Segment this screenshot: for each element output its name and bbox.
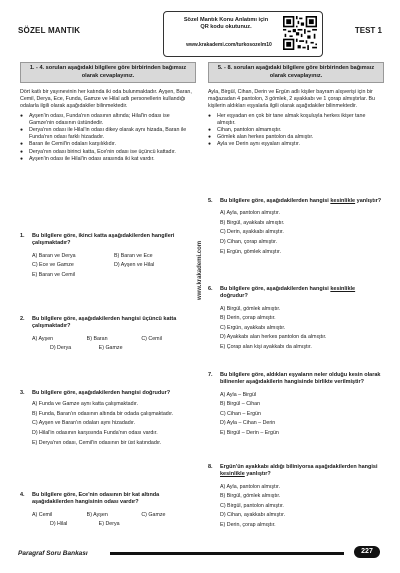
option-c[interactable]: C) Derin, ayakkabı almıştır. [220,229,284,236]
list-item: ● Her eşyadan en çok bir tane almak koşuluyla herkes ikişer tane almıştır. [208,113,384,127]
question-text: Bu bilgilere göre, aşağıdakilerden hangisi [220,286,331,292]
option-e[interactable]: E) Baran ve Cemil [32,271,75,278]
question-7 [208,372,384,439]
question-number: 7. [208,372,213,378]
option-b[interactable]: B) Funda, Baran'ın odasının altında bir odada çalışmaktadır. [32,410,174,417]
question-number: 6. [208,286,213,292]
option-b[interactable]: B) Birgül, gömlek almıştır. [220,493,281,500]
question-number: 8. [208,464,213,470]
question-emphasis: kesinlikle [330,198,356,204]
option-d[interactable]: D) Derya [50,345,72,352]
question-emphasis: kesinlikle [220,471,245,478]
option-b[interactable]: B) Birgül, ayakkabı almıştır. [220,219,285,226]
list-item: ● Baran ile Cemil'in odaları karşılıklıdır. [20,141,196,148]
qr-info-box [163,11,323,57]
qr-code-icon[interactable] [283,16,317,50]
right-bullet-list [208,113,384,149]
right-intro: Ayla, Birgül, Cihan, Derin ve Ergün adlı kişiler bayram alışverişi için bir mağazadan 4 pantolon, 3 gömlek, 2 ayakkabı ve 1 çorap almıştırlar. Bu kişilerin aldıkları eşyalarla ilgili olarak aşağıdakiler bilinmektedir. [208,89,375,110]
left-section-header: 1. - 4. soruları aşağıdaki bilgilere göre birbirinden bağımsız olarak cevaplayınız. [20,62,196,83]
question-emphasis: kesinlikle [330,286,356,292]
option-d[interactable]: D) Hilal'in odasının karşısında Funda'nın odası vardır. [32,430,158,437]
right-column [208,62,384,149]
option-e[interactable]: E) Derya [98,521,120,528]
option-a[interactable]: A) Ayla, pantolon almıştır. [220,210,280,217]
option-d[interactable]: D) Ayşen ve Hilal [114,262,155,269]
list-item: ● Gömlek alan herkes pantolon da almıştır. [208,134,384,141]
page-number: 227 [354,546,380,558]
list-item: ● Cihan, pantolon almamıştır. [208,127,384,134]
option-b[interactable]: B) Ayşen [86,511,108,518]
question-text: Bu bilgilere göre, aşağıdakilerden hangisi üçüncü katta çalışmaktadır? [32,316,177,330]
question-5 [208,198,384,257]
option-e[interactable]: E) Birgül – Derin – Ergün [220,429,279,436]
list-item: ● Derya'nın odası birinci katta, Ece'nin odası ise üçüncü kattadır. [20,149,196,156]
question-number: 4. [20,492,25,498]
question-number: 1. [20,233,25,239]
question-text-end: yanlıştır? [355,198,382,204]
footer-divider [110,552,344,555]
option-e[interactable]: E) Derin, çorap almıştır. [220,521,276,528]
question-number: 5. [208,198,213,204]
question-text: Ergün'ün ayakkabı aldığı biliniyorsa aşağıdakilerden hangisi [220,464,378,470]
list-item: ● Ayşen'in odası, Funda'nın odasının altında; Hilal'in odası ise Gamze'nin odasının üstündedir. [20,113,196,127]
left-intro: Dört katlı bir yayınevinin her katında iki oda bulunmaktadır. Ayşen, Baran, Cemil, Derya, Ece, Funda, Gamze ve Hilal adlı personellerin kullandığı odalarla ilgili olarak aşağıdakiler bilinmektedir. [20,89,192,110]
question-text: Bu bilgilere göre, aldıkları eşyaların neler olduğu kesin olarak bilinenler aşağıdakilerin hangisinde birlikte verilmiştir? [220,372,381,386]
option-c[interactable]: C) Ergün, ayakkabı almıştır. [220,324,286,331]
list-item: ● Ayşen'in odası ile Hilal'in odası arasında iki kat vardır. [20,156,196,163]
qr-text-line2: QR kodu okutunuz. [200,24,252,30]
option-a[interactable]: A) Funda ve Gamze aynı katta çalışmaktadır. [32,401,138,408]
option-c[interactable]: C) Gamze [141,511,166,518]
option-c[interactable]: C) Cemil [141,335,162,342]
option-e[interactable]: E) Derya'nın odası, Cemil'in odasının bir üst katındadır. [32,439,162,446]
question-number: 3. [20,390,25,396]
question-3 [20,390,196,447]
question-text: Bu bilgilere göre, aşağıdakilerden hangisi doğrudur? [32,390,171,396]
option-e[interactable]: E) Çorap alan kişi ayakkabı da almıştır. [220,343,312,350]
option-d[interactable]: D) Ayla – Cihan – Derin [220,420,276,427]
qr-text-line1: Sözel Mantık Konu Anlatımı için [183,17,269,23]
question-4 [20,492,196,530]
option-a[interactable]: A) Baran ve Derya [32,252,76,259]
option-d[interactable]: D) Cihan, ayakkabı almıştır. [220,512,286,519]
question-number: 2. [20,316,25,322]
list-item: ● Ayla ve Derin aynı eşyaları almıştır. [208,141,384,148]
option-d[interactable]: D) Cihan, çorap almıştır. [220,239,278,246]
option-c[interactable]: C) Birgül, pantolon almıştır. [220,502,284,509]
book-title: Paragraf Soru Bankası [18,550,88,557]
option-a[interactable]: A) Cemil [32,511,53,518]
question-2 [20,316,196,354]
option-a[interactable]: A) Ayla, pantolon almıştır. [220,483,280,490]
question-text: Bu bilgilere göre, ikinci katta aşağıdakilerden hangileri çalışmaktadır? [32,233,175,247]
question-8 [208,464,384,531]
question-1 [20,233,196,280]
question-text-end: yanlıştır? [244,471,271,478]
option-a[interactable]: A) Birgül, gömlek almıştır. [220,305,281,312]
option-b[interactable]: B) Birgül – Cihan [220,401,261,408]
right-section-header: 5. - 8. soruları aşağıdaki bilgilere göre birbirinden bağımsız olarak cevaplayınız. [208,62,384,83]
left-column [20,62,196,163]
qr-instruction [170,17,282,31]
question-6 [208,286,384,353]
option-b[interactable]: B) Baran ve Ece [114,252,153,259]
option-d[interactable]: D) Ayakkabı alan herkes pantolon da almıştır. [220,334,327,341]
option-c[interactable]: C) Ece ve Gamze [32,262,74,269]
test-label: TEST 1 [354,26,382,35]
option-a[interactable]: A) Ayla – Birgül [220,391,257,398]
option-c[interactable]: C) Ayşen ve Baran'ın odaları aynı hizadadır. [32,420,136,427]
side-watermark-url: www.krakademi.com [197,240,203,300]
option-c[interactable]: C) Cihan – Ergün [220,410,261,417]
option-b[interactable]: B) Baran [86,335,108,342]
option-b[interactable]: B) Derin, çorap almıştır. [220,315,276,322]
option-e[interactable]: E) Gamze [98,345,123,352]
left-bullet-list [20,113,196,163]
option-e[interactable]: E) Ergün, gömlek almıştır. [220,248,281,255]
question-text: Bu bilgilere göre, aşağıdakilerden hangisi [220,198,331,204]
option-a[interactable]: A) Ayşen [32,335,54,342]
option-d[interactable]: D) Hilal [50,521,68,528]
qr-url[interactable]: www.krakademi.com/turkosozelm10 [186,42,272,48]
question-text-end: doğrudur? [220,293,248,300]
list-item: ● Derya'nın odası ile Hilal'in odası dikey olarak aynı hizada, Baran ile Funda'nın odası farklı hizadadır. [20,127,196,141]
section-title: SÖZEL MANTIK [18,26,81,35]
question-text: Bu bilgilere göre, Ece'nin odasının bir kat altında aşağıdakilerden hangisinin odası vardır? [32,492,160,506]
